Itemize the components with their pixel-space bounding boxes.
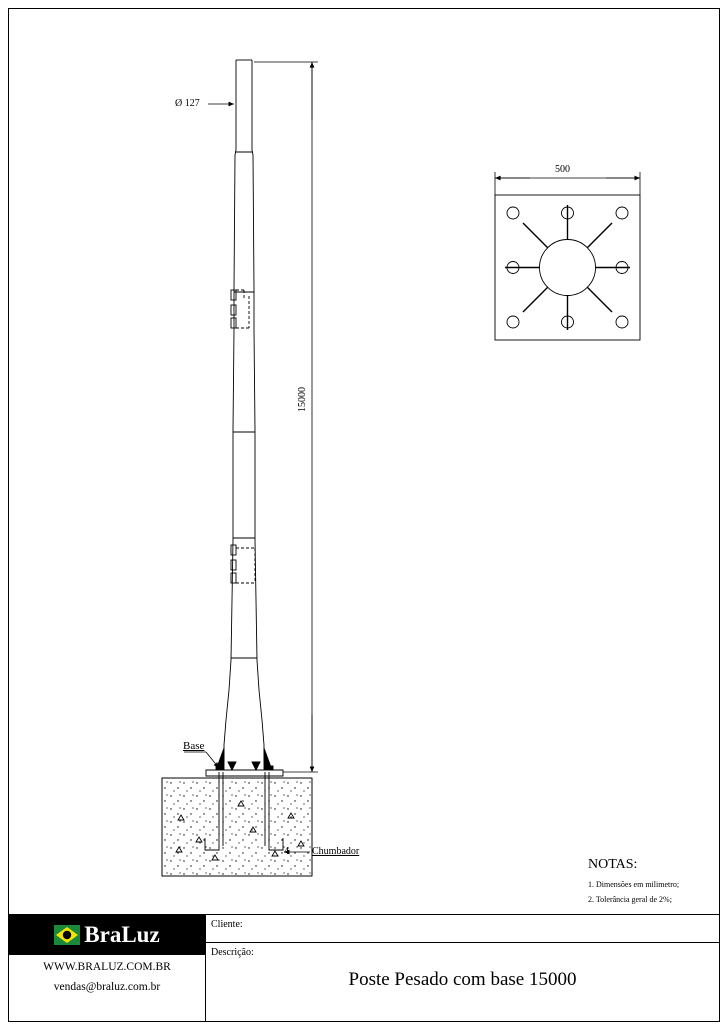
client-label: Cliente: bbox=[211, 919, 243, 930]
company-contact bbox=[9, 957, 205, 997]
base-plate-top-view bbox=[495, 195, 640, 340]
anchor-count-label: 4 bbox=[284, 846, 289, 857]
diameter-label: Ø 127 bbox=[175, 98, 200, 109]
description-value: Poste Pesado com base 15000 bbox=[348, 969, 577, 990]
description-label: Descrição: bbox=[211, 947, 254, 958]
brazil-flag-icon bbox=[54, 925, 80, 945]
note-item-1: 1. Dimensões em milimetro; bbox=[588, 880, 680, 889]
base-leader bbox=[184, 752, 219, 768]
title-block-fields bbox=[206, 915, 719, 1021]
description-row bbox=[206, 943, 719, 1021]
plate-width-label: 500 bbox=[555, 164, 570, 175]
company-logo bbox=[9, 915, 205, 955]
plate-width-dimension bbox=[495, 172, 640, 195]
height-dimension bbox=[254, 62, 318, 772]
base-label: Base bbox=[183, 740, 205, 752]
company-name: BraLuz bbox=[84, 921, 160, 947]
base-foundation bbox=[162, 748, 312, 876]
height-label: 15000 bbox=[297, 387, 308, 412]
title-block-company bbox=[9, 915, 206, 1021]
note-item-2: 2. Tolerância geral de 2%; bbox=[588, 895, 672, 904]
company-email: vendas@braluz.com.br bbox=[53, 981, 161, 993]
anchor-label: Chumbador bbox=[312, 846, 360, 857]
pole-elevation bbox=[224, 60, 264, 762]
notes-title: NOTAS: bbox=[588, 857, 638, 872]
client-row bbox=[206, 915, 719, 943]
company-website: WWW.BRALUZ.COM.BR bbox=[43, 961, 171, 973]
title-block bbox=[8, 914, 720, 1022]
